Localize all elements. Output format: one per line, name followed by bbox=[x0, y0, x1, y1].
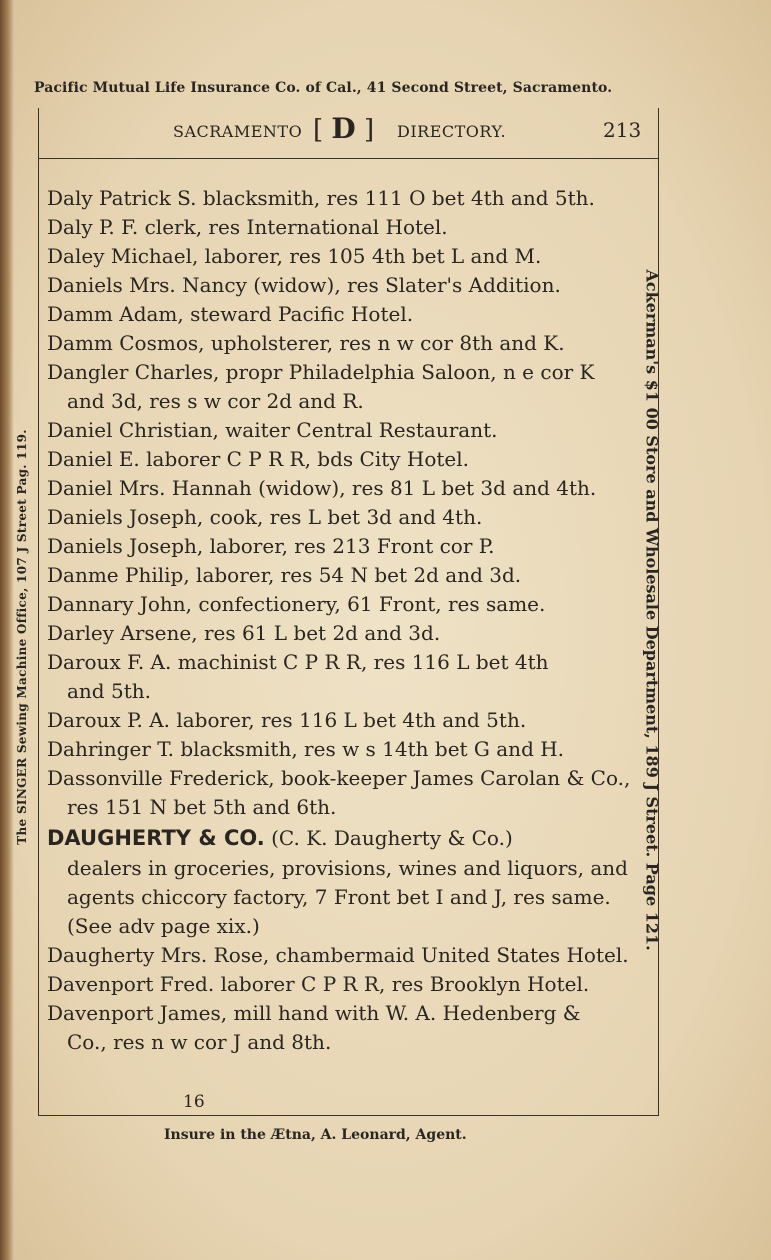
entry-line: Damm Adam, steward Pacific Hotel. bbox=[47, 302, 414, 326]
entry-line: Daniel E. laborer C P R R, bds City Hotel. bbox=[47, 447, 470, 471]
entry-line: Daniel Christian, waiter Central Restaurant. bbox=[47, 418, 498, 442]
page-number: 213 bbox=[603, 118, 642, 142]
entry-line: Daroux F. A. machinist C P R R, res 116 L bet 4th bbox=[47, 650, 549, 674]
entry-line: Darley Arsene, res 61 L bet 2d and 3d. bbox=[47, 621, 441, 645]
entry-continuation: res 151 N bet 5th and 6th. bbox=[67, 795, 337, 819]
entry-line: Davenport Fred. laborer C P R R, res Brooklyn Hotel. bbox=[47, 972, 590, 996]
left-margin-advertisement: The SINGER Sewing Machine Office, 107 J Street Pag. 119. bbox=[15, 429, 29, 845]
running-header bbox=[39, 108, 658, 159]
entry-line: Daniels Mrs. Nancy (widow), res Slater's Addition. bbox=[47, 273, 561, 297]
featured-entry-line: (See adv page xix.) bbox=[67, 914, 260, 938]
entry-line: Davenport James, mill hand with W. A. Hedenberg & bbox=[47, 1001, 581, 1025]
entry-line: Daniel Mrs. Hannah (widow), res 81 L bet 3d and 4th. bbox=[47, 476, 597, 500]
right-margin-advertisement: Ackerman's $1 00 Store and Wholesale Department, 189 J Street. Page 121. bbox=[642, 269, 662, 951]
entry-line: Daniels Joseph, laborer, res 213 Front cor P. bbox=[47, 534, 495, 558]
signature-number: 16 bbox=[183, 1092, 205, 1112]
entry-line: Daroux P. A. laborer, res 116 L bet 4th and 5th. bbox=[47, 708, 527, 732]
entry-continuation: and 3d, res s w cor 2d and R. bbox=[67, 389, 364, 413]
entry-line: Danme Philip, laborer, res 54 N bet 2d and 3d. bbox=[47, 563, 522, 587]
header-directory: DIRECTORY. bbox=[397, 122, 507, 141]
entry-line: Daly P. F. clerk, res International Hotel. bbox=[47, 215, 448, 239]
featured-entry-line: dealers in groceries, provisions, wines and liquors, and bbox=[67, 856, 628, 880]
header-letter: [ D ] bbox=[313, 112, 375, 145]
entry-line: Daly Patrick S. blacksmith, res 111 O bet 4th and 5th. bbox=[47, 186, 595, 210]
entry-line: Daugherty Mrs. Rose, chambermaid United States Hotel. bbox=[47, 943, 629, 967]
entry-line: Daniels Joseph, cook, res L bet 3d and 4th. bbox=[47, 505, 483, 529]
entry-line: Dahringer T. blacksmith, res w s 14th bet G and H. bbox=[47, 737, 565, 761]
featured-entry-partner: (C. K. Daugherty & Co.) bbox=[264, 826, 513, 850]
book-spine bbox=[0, 0, 14, 1260]
entry-line: Dassonville Frederick, book-keeper James Carolan & Co., bbox=[47, 766, 631, 790]
page-frame bbox=[38, 108, 659, 1116]
entry-line: Damm Cosmos, upholsterer, res n w cor 8th and K. bbox=[47, 331, 565, 355]
top-advertisement: Pacific Mutual Life Insurance Co. of Cal., 41 Second Street, Sacramento. bbox=[34, 80, 613, 96]
header-city: SACRAMENTO bbox=[173, 122, 303, 141]
entry-line: Daley Michael, laborer, res 105 4th bet L and M. bbox=[47, 244, 542, 268]
entry-line: Dangler Charles, propr Philadelphia Saloon, n e cor K bbox=[47, 360, 595, 384]
entry-line: Dannary John, confectionery, 61 Front, res same. bbox=[47, 592, 546, 616]
entry-continuation: Co., res n w cor J and 8th. bbox=[67, 1030, 332, 1054]
featured-entry-line: agents chiccory factory, 7 Front bet I and J, res same. bbox=[67, 885, 611, 909]
entry-continuation: and 5th. bbox=[67, 679, 151, 703]
bottom-advertisement: Insure in the Ætna, A. Leonard, Agent. bbox=[164, 1127, 467, 1143]
featured-entry-name: DAUGHERTY & CO. bbox=[47, 826, 265, 850]
featured-entry-heading bbox=[47, 824, 513, 852]
